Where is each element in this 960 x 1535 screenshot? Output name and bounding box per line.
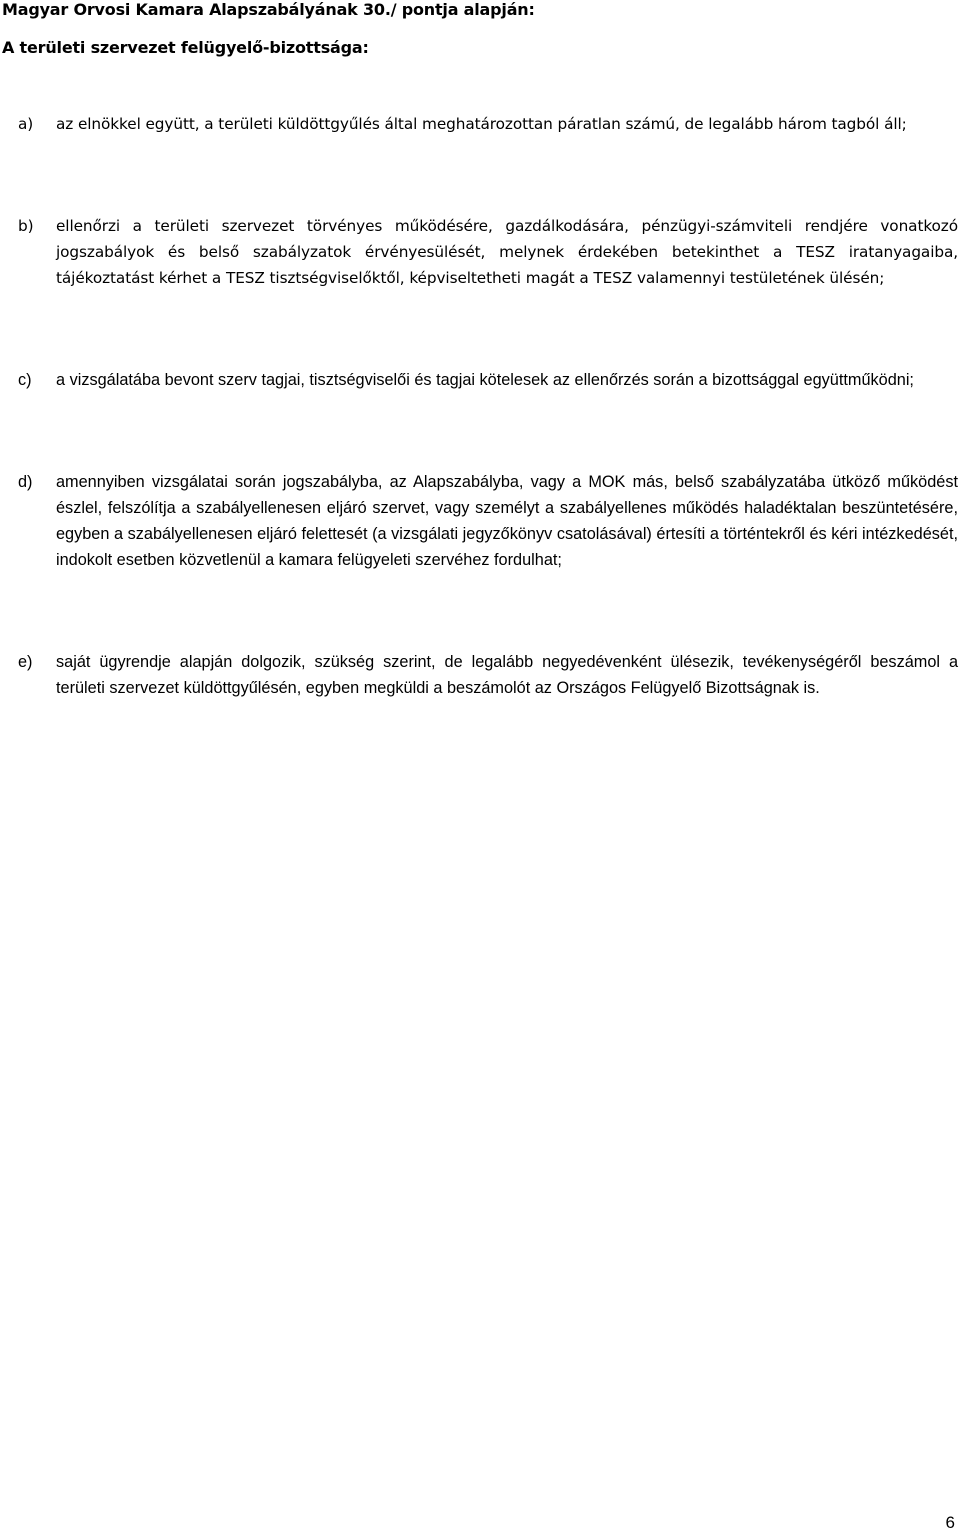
list-item-c [18,367,958,393]
list-item-text: a vizsgálatába bevont szerv tagjai, tisztségviselői és tagjai kötelesek az ellenőrzés során a bizottsággal együttműködni; [56,371,914,389]
list-item-text: amennyiben vizsgálatai során jogszabályba, az Alapszabályba, vagy a MOK más, belső szabályzatába ütköző működést észlel, felszólítja a szabályellenesen eljáró szervet, vagy személyt a szabályellenes működés haladéktalan beszüntetésére, egyben a szabályellenesen eljáró felettesét (a vizsgálati jegyzőkönyv csatolásával) értesíti a történtekről és kéri intézkedését, indokolt esetben közvetlenül a kamara felügyeleti szervéhez fordulhat; [56,473,958,569]
list-item-label: c) [18,371,32,389]
list-item-e [18,649,958,701]
document-subtitle: A területi szervezet felügyelő-bizottsága: [2,38,369,57]
list-item-b [18,213,958,291]
page-number: 6 [945,1513,955,1532]
list-item-label: b) [18,217,34,235]
list-item-label: e) [18,653,33,671]
list-item-text: saját ügyrendje alapján dolgozik, szükség szerint, de legalább negyedévenként ülésezik, tevékenységéről beszámol a területi szervezet küldöttgyűlésén, egyben megküldi a beszámolót az Országos Felügyelő Bizottságnak is. [56,653,958,697]
list-item-text: az elnökkel együtt, a területi küldöttgyűlés által meghatározottan páratlan számú, de legalább három tagból áll; [56,115,907,133]
list-item-label: d) [18,473,33,491]
document-title: Magyar Orvosi Kamara Alapszabályának 30./ pontja alapján: [2,0,535,19]
list-item-label: a) [18,115,34,133]
list-item-d [18,469,958,573]
list-item-text: ellenőrzi a területi szervezet törvényes működésére, gazdálkodására, pénzügyi-számviteli rendjére vonatkozó jogszabályok és belső szabályzatok érvényesülését, melynek érdekében betekinthet a TESZ iratanyagaiba, tájékoztatást kérhet a TESZ tisztségviselőktől, képviseltetheti magát a TESZ valamennyi testületének ülésén; [56,217,958,287]
list-item-a [18,111,958,137]
